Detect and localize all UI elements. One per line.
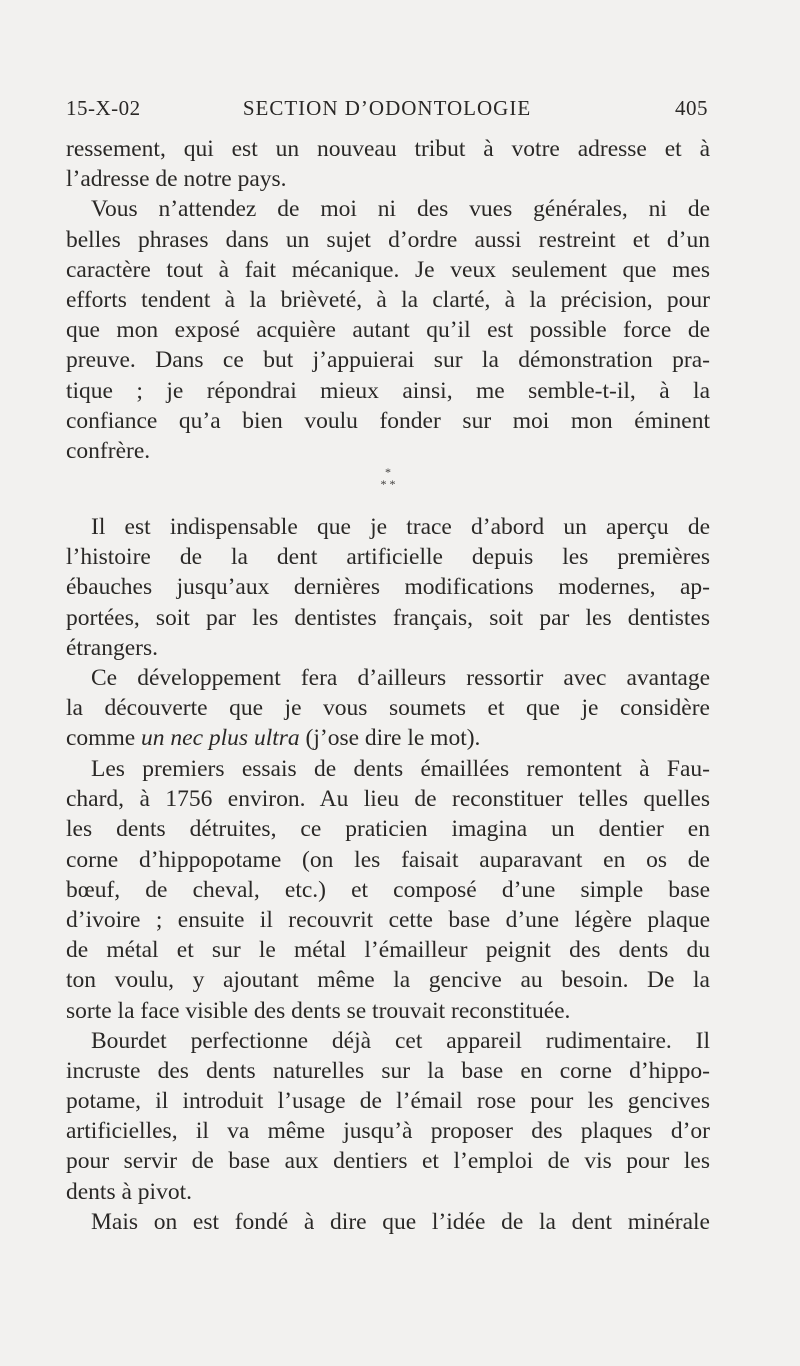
text-line: d’ivoire ; ensuite il recouvrit cette base d’une légère plaque <box>66 906 710 933</box>
text-line: de métal et sur le métal l’émailleur peignit des dents du <box>66 937 710 964</box>
text-line: Vous n’attendez de moi ni des vues générales, ni de <box>91 196 710 223</box>
text-line: la découverte que je vous soumets et que je considère <box>66 695 710 722</box>
text-line: corne d’hippopotame (on les faisait auparavant en os de <box>66 846 710 873</box>
text-line: potame, il introduit l’usage de l’émail rose pour les gencives <box>66 1088 710 1115</box>
text-line: confiance qu’a bien voulu fonder sur moi mon éminent <box>66 407 710 434</box>
text-line: confrère. <box>66 437 151 464</box>
text-line: preuve. Dans ce but j’appuierai sur la démonstration pra- <box>66 347 710 374</box>
text-line: ébauches jusqu’aux dernières modifications modernes, ap- <box>66 574 710 601</box>
text-line: dents à pivot. <box>66 1178 192 1205</box>
asterism-divider <box>66 466 710 490</box>
text-line: portées, soit par les dentistes français, soit par les dentistes <box>66 604 710 631</box>
text-line: Il est indispensable que je trace d’abord un aperçu de <box>91 514 710 540</box>
text-line: artificielles, il va même jusqu’à proposer des plaques d’or <box>66 1118 710 1145</box>
text-line-latin <box>66 723 710 753</box>
text-line: étrangers. <box>66 634 158 661</box>
date-reference: 15-X-02 <box>66 96 141 120</box>
text-line: Mais on est fondé à dire que l’idée de la dent minérale <box>91 1208 710 1235</box>
paragraph-block-opening <box>66 134 710 466</box>
paragraph-block-fauchard <box>66 754 710 1237</box>
text-line: ressement, qui est un nouveau tribut à votre adresse et à <box>66 136 710 162</box>
text-line: les dents détruites, ce praticien imagina un dentier en <box>66 816 710 843</box>
text-line: tique ; je répondrai mieux ainsi, me semble-t-il, à la <box>66 377 710 404</box>
latin-line-after: (j’ose dire le mot). <box>299 725 481 752</box>
text-line: belles phrases dans un sujet d’ordre aussi restreint et d’un <box>66 226 710 253</box>
running-head <box>66 96 708 126</box>
section-title: SECTION D’ODONTOLOGIE <box>242 96 532 120</box>
text-line: efforts tendent à la brièveté, à la clarté, à la précision, pour <box>66 286 710 313</box>
text-line: Bourdet perfectionne déjà cet appareil rudimentaire. Il <box>91 1027 710 1054</box>
text-line: caractère tout à fait mécanique. Je veux seulement que mes <box>66 256 710 283</box>
text-line: sorte la face visible des dents se trouvait reconstituée. <box>66 997 571 1024</box>
text-line: bœuf, de cheval, etc.) et composé d’une simple base <box>66 876 710 903</box>
text-line: ton voulu, y ajoutant même la gencive au besoin. De la <box>66 967 710 994</box>
text-line: chard, à 1756 environ. Au lieu de reconstituer telles quelles <box>66 786 710 813</box>
latin-phrase: un nec plus ultra <box>141 725 300 752</box>
text-line: Les premiers essais de dents émaillées remontent à Fau- <box>91 756 710 782</box>
text-line: pour servir de base aux dentiers et l’emploi de vis pour les <box>66 1148 710 1175</box>
page-number: 405 <box>675 96 708 120</box>
paragraph-block-history <box>66 512 710 754</box>
latin-line-before: comme <box>66 725 142 752</box>
text-line: l’adresse de notre pays. <box>66 166 287 193</box>
text-line: l’histoire de la dent artificielle depuis les premières <box>66 544 710 571</box>
text-line: incruste des dents naturelles sur la base en corne d’hippo- <box>66 1057 710 1084</box>
asterism-top: * <box>385 465 391 479</box>
text-line: que mon exposé acquière autant qu’il est possible force de <box>66 317 710 344</box>
asterism-bottom: * * <box>380 477 396 491</box>
text-line: Ce développement fera d’ailleurs ressortir avec avantage <box>91 664 710 691</box>
